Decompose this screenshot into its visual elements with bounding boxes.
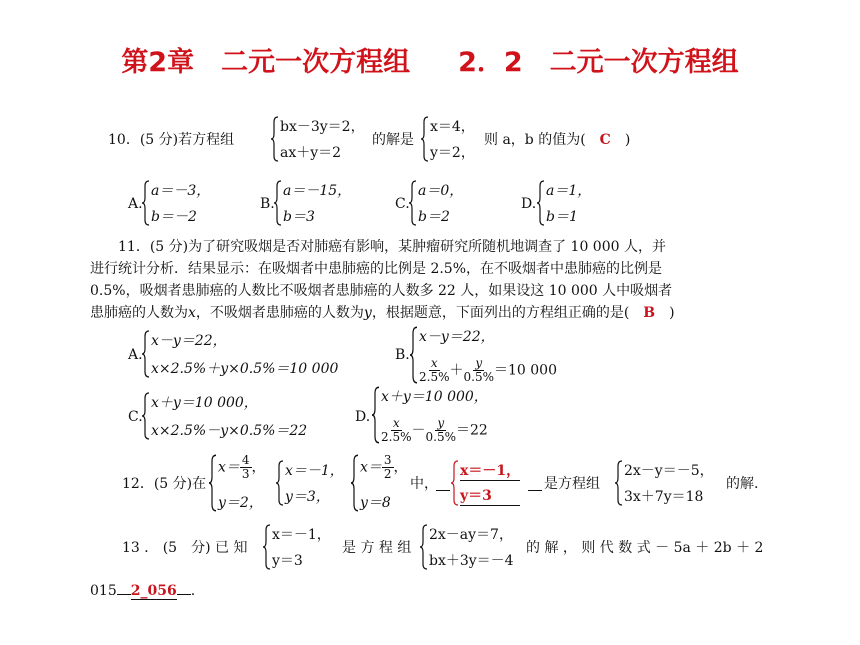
q12-target-row2: 3x＋7y＝18 — [624, 489, 704, 505]
q13-solution — [262, 524, 331, 570]
q12-target-system — [614, 460, 714, 506]
brace-icon — [409, 326, 418, 384]
fraction-denominator: 2.5% — [381, 430, 412, 444]
fraction-numerator: 3 — [383, 453, 392, 467]
fraction — [419, 357, 450, 384]
section-title: 2．2 二元一次方程组 — [458, 47, 739, 78]
q12-candidate-3-row2: y＝8 — [360, 495, 391, 511]
q10-answer: C — [599, 132, 611, 148]
q11-option-b-row1: x－y＝22， — [419, 329, 495, 345]
brace-icon — [275, 460, 284, 506]
q11-option-d — [371, 386, 488, 444]
q11-option-c — [141, 392, 307, 440]
page-title — [0, 40, 860, 79]
q10-options — [128, 180, 728, 226]
fraction-denominator: 2.5% — [419, 370, 450, 384]
q12-candidate-3 — [350, 454, 408, 512]
fraction-denominator: 2 — [383, 467, 392, 481]
q11-option-a-row1: x－y＝22， — [151, 333, 227, 349]
q12-c3-comma: ， — [393, 459, 408, 476]
q13-solution-row2: y＝3 — [272, 553, 303, 569]
q13-system-row1: 2x－ay＝7， — [429, 527, 513, 543]
q12-c3-lhs: x＝ — [360, 459, 382, 476]
q13-system — [419, 524, 514, 570]
q11-line4-b: ，不吸烟者患肺癌的人数为 — [195, 305, 364, 321]
q11-option-d-row2 — [381, 417, 488, 444]
q11-var-y: y — [363, 305, 372, 321]
q13-suffix: 的 解 ， 则 代 数 式 － 5a ＋ 2b ＋ 2 — [526, 540, 764, 556]
equation-tail: ＝10 000 — [494, 362, 557, 379]
q12-candidate-1 — [208, 454, 266, 512]
brace-icon — [371, 386, 380, 444]
q12-mid: 中， — [410, 476, 438, 492]
brace-icon — [270, 116, 279, 162]
q12-candidate-1-row2: y＝2， — [218, 495, 263, 511]
q12-c1-lhs: x＝ — [218, 459, 240, 476]
fraction-denominator: 0.5% — [463, 370, 494, 384]
q11-option-c-row1: x＋y＝10 000， — [151, 395, 258, 411]
q12-suffix: 的解. — [726, 476, 759, 492]
q12-candidate-2-row2: y＝3， — [285, 489, 330, 505]
q12-target-row1: 2x－y＝－5， — [624, 463, 714, 479]
q11-option-c-row2: x×2.5%－y×0.5%＝22 — [151, 423, 308, 439]
q10-option-a-label: A. — [128, 196, 143, 212]
q12-candidate-2-row1: x＝－1， — [285, 463, 344, 479]
q13-prefix: 13 ． (5 分) 已 知 — [122, 540, 248, 556]
brace-icon — [208, 454, 217, 512]
q11-answer: B — [643, 305, 656, 321]
q11-option-a-label: A. — [128, 347, 143, 363]
q11-line4 — [90, 302, 780, 324]
q11-var-x: x — [188, 305, 196, 321]
q10-mid: 的解是 — [372, 132, 414, 148]
q13-solution-row1: x＝－1， — [272, 527, 331, 543]
q12-candidate-3-row1 — [360, 454, 408, 481]
q12-after: 是方程组 — [544, 476, 600, 492]
brace-icon — [141, 330, 150, 378]
q12-c1-comma: ， — [251, 459, 266, 476]
fraction — [382, 454, 394, 481]
chapter-title: 第2章 二元一次方程组 — [121, 47, 411, 78]
fraction-numerator: 4 — [241, 453, 250, 467]
q10-option-c-label: C. — [395, 196, 410, 212]
q11-option-b-label: B. — [395, 347, 410, 363]
q10-option-d-label: D. — [521, 196, 537, 212]
fraction — [464, 357, 495, 384]
q10-option-b — [273, 180, 351, 226]
q13-end: . — [190, 583, 196, 599]
q12-answer-row2: y＝3 — [460, 485, 520, 506]
q12-candidate-1-row1 — [218, 454, 266, 481]
q11-option-c-label: C. — [128, 409, 143, 425]
brace-icon — [350, 454, 359, 512]
q10-close: ) — [624, 132, 631, 148]
brace-icon — [408, 180, 417, 226]
q10-sys1-row2: ax＋y＝2 — [280, 145, 342, 161]
q10-option-c — [408, 180, 463, 226]
brace-icon — [536, 180, 545, 226]
q11-line4-a: 患肺癌的人数为 — [90, 305, 188, 321]
q12-candidate-2 — [275, 460, 344, 506]
brace-icon — [141, 180, 150, 226]
fraction-numerator: x — [392, 416, 400, 430]
q11-option-a-row2: x×2.5%＋y×0.5%＝10 000 — [151, 361, 339, 377]
fraction-numerator: y — [475, 356, 483, 370]
q11-option-a — [141, 330, 338, 378]
q11-option-b — [409, 326, 557, 384]
q13-line2-prefix: 015 — [90, 583, 117, 599]
q10-option-d-row2: b＝1 — [546, 209, 578, 225]
q10-option-c-row1: a＝0， — [418, 183, 464, 199]
q10-system-1 — [270, 116, 365, 162]
q13-mid: 是 方 程 组 — [342, 540, 412, 556]
fraction-denominator: 0.5% — [425, 430, 456, 444]
operator: ＋ — [449, 362, 464, 379]
q13-answer: 2_056 — [130, 583, 177, 599]
q11-line3: 0.5%，吸烟者患肺癌的人数比不吸烟者患肺癌的人数多 22 人，如果设这 10 000 人中吸烟者 — [90, 283, 673, 299]
q10-option-a-row2: b＝－2 — [151, 209, 197, 225]
q11-paragraph — [90, 236, 780, 324]
q10-option-a-row1: a＝－3， — [151, 183, 211, 199]
brace-icon — [420, 116, 429, 162]
fraction-numerator: x — [430, 356, 438, 370]
fraction — [381, 417, 412, 444]
q10-system-2 — [420, 116, 475, 162]
q10-prefix: 10．(5 分)若方程组 — [108, 132, 235, 148]
fraction — [426, 417, 457, 444]
q10-suffix — [484, 132, 630, 148]
answer-underline — [528, 490, 542, 491]
q10-option-a — [141, 180, 210, 226]
q12-answer-row1: x＝－1， — [460, 460, 520, 481]
q10-sys2-row2: y＝2， — [430, 145, 475, 161]
fraction — [240, 454, 252, 481]
brace-icon — [262, 524, 271, 570]
q10-option-c-row2: b＝2 — [418, 209, 450, 225]
equation-tail: ＝22 — [456, 422, 488, 439]
q11-line1: 11．(5 分)为了研究吸烟是否对肺癌有影响，某肿瘤研究所随机地调查了 10 000 人，并 — [118, 239, 666, 255]
q10-sys2-row1: x＝4， — [430, 119, 475, 135]
q11-line2: 进行统计分析．结果显示：在吸烟者中患肺癌的比例是 2.5%，在不吸烟者中患肺癌的比例是 — [90, 261, 663, 277]
q13-line2 — [90, 583, 195, 599]
q11-option-b-row2 — [419, 357, 557, 384]
brace-icon — [614, 460, 623, 506]
q11-option-d-label: D. — [355, 409, 371, 425]
q11-close: ) — [669, 305, 675, 321]
q10-suffix-text: 则 a，b 的值为( — [484, 132, 586, 148]
answer-underline — [436, 490, 450, 491]
q10-option-b-label: B. — [260, 196, 275, 212]
q10-option-b-row2: b＝3 — [283, 209, 315, 225]
brace-icon — [419, 524, 428, 570]
fraction-numerator: y — [437, 416, 445, 430]
q11-option-d-row1: x＋y＝10 000， — [381, 389, 488, 405]
q11-line4-c: ，根据题意，下面列出的方程组正确的是( — [371, 305, 630, 321]
q10-option-d — [536, 180, 591, 226]
q10-sys1-row1: bx－3y＝2， — [280, 119, 365, 135]
operator: － — [411, 422, 426, 439]
brace-icon — [273, 180, 282, 226]
brace-icon — [141, 392, 150, 440]
q13-system-row2: bx＋3y＝－4 — [429, 553, 514, 569]
q12-answer — [450, 460, 520, 506]
brace-icon — [450, 460, 459, 506]
q10-option-b-row1: a＝－15， — [283, 183, 352, 199]
q10-option-d-row1: a＝1， — [546, 183, 592, 199]
q12-prefix: 12．(5 分)在 — [122, 476, 207, 492]
fraction-denominator: 3 — [241, 467, 250, 481]
